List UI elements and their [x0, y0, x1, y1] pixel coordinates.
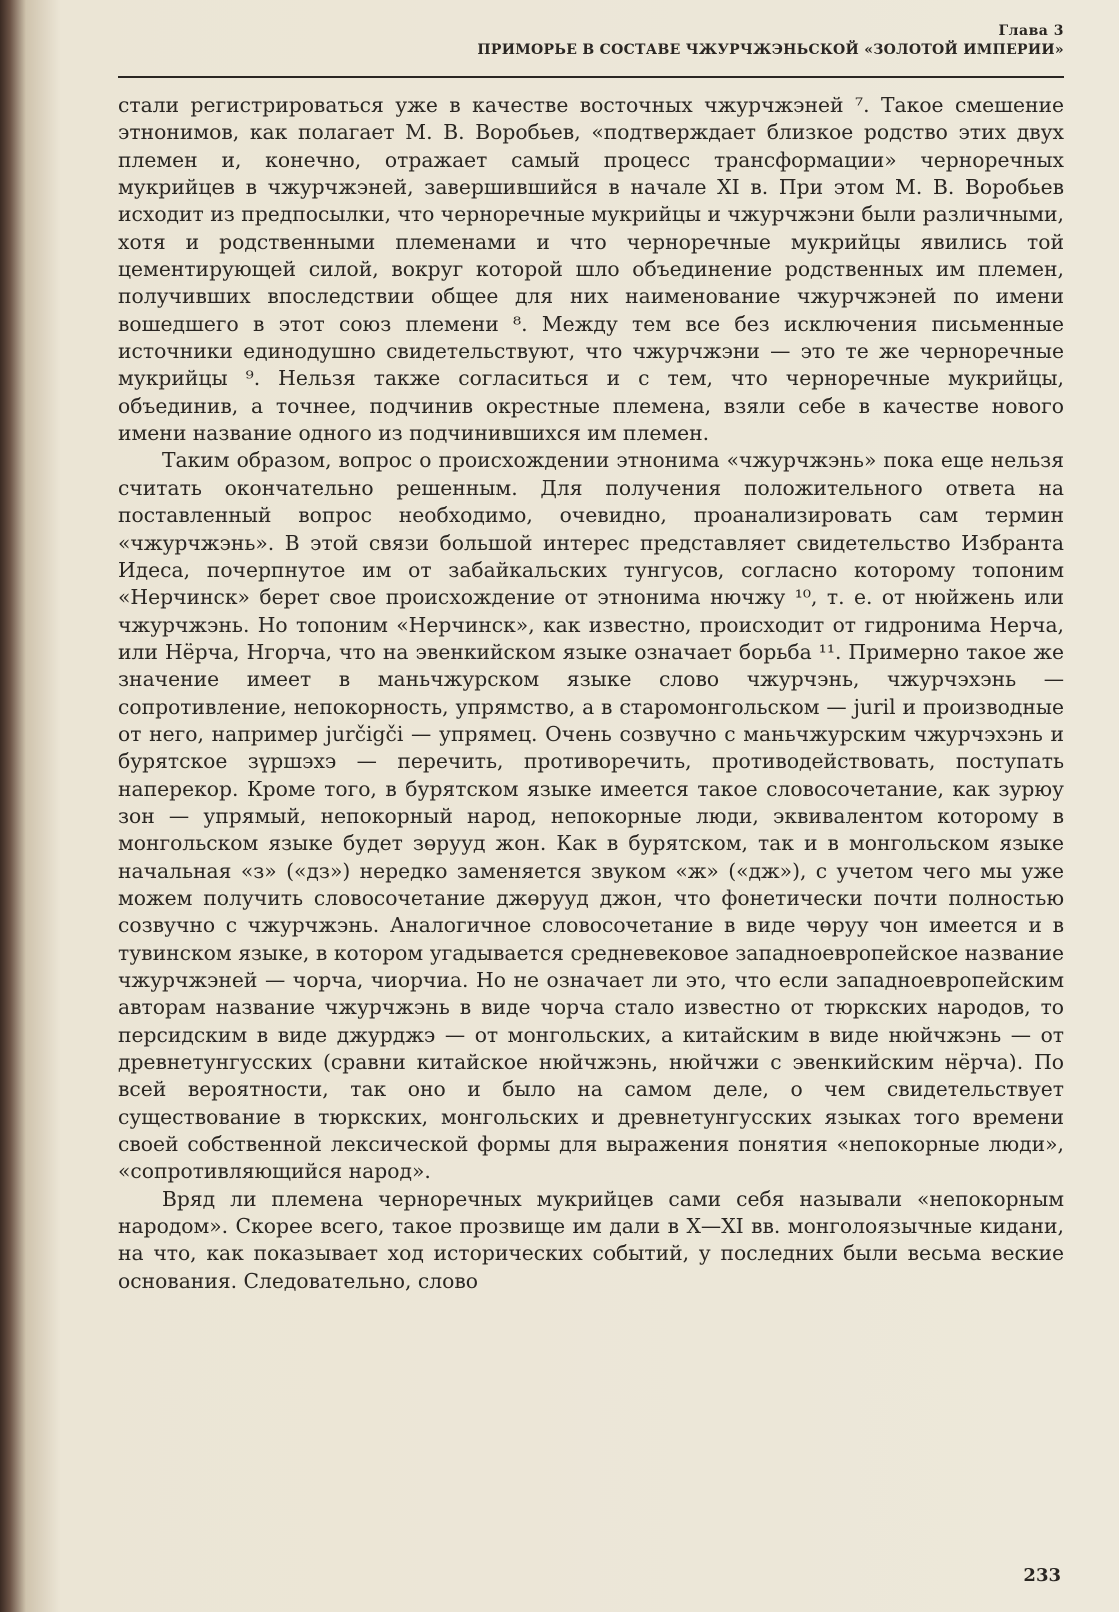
paragraph-continued: стали регистрироваться уже в качестве восточных чжурчжэней ⁷. Такое смешение этнонимов, как полагает М. В. Воробьев, «подтверждает близкое родство этих двух племен и, конечно, отражает самый процесс трансформации» черноречных мукрийцев в чжурчжэней, завершившийся в начале XI в. При этом М. В. Воробьев исходит из предпосылки, что черноречные мукрийцы и чжурчжэни были различными, хотя и родственными племенами и что черноречные мукрийцы явились той цементирующей силой, вокруг которой шло объединение родственных им племен, получивших впоследствии общее для них наименование чжурчжэней по имени вошедшего в этот союз племени ⁸. Между тем все без исключения письменные источники единодушно свидетельствуют, что чжурчжэни — это те же черноречные мукрийцы ⁹. Нельзя также согласиться и с тем, что черноречные мукрийцы, объединив, а точнее, подчинив окрестные племена, взяли себе в качестве нового имени название одного из подчинившихся им племен.	[118, 93, 1064, 446]
running-title: ПРИМОРЬЕ В СОСТАВЕ ЧЖУРЧЖЭНЬСКОЙ «ЗОЛОТОЙ ИМПЕРИИ»	[477, 42, 1064, 58]
paragraph: Таким образом, вопрос о происхождении этнонима «чжурчжэнь» пока еще нельзя считать окончательно решенным. Для получения положительного ответа на поставленный вопрос необходимо, очевидно, проанализировать сам термин «чжурчжэнь». В этой связи большой интерес представляет свидетельство Избранта Идеса, почерпнутое им от забайкальских тунгусов, согласно которому топоним «Нерчинск» берет свое происхождение от этнонима нючжу ¹⁰, т. е. от нюйжень или чжурчжэнь. Но топоним «Нерчинск», как известно, происходит от гидронима Нерча, или Нёрча, Нгорча, что на эвенкийском языке означает борьба ¹¹. Примерно такое же значение имеет в маньчжурском языке слово чжурчэнь, чжурчэхэнь — сопротивление, непокорность, упрямство, а в старомонгольском — juril и производные от него, например jurčigči — упрямец. Очень созвучно с маньчжурским чжурчэхэнь и бурятское зүршэхэ — перечить, противоречить, противодействовать, поступать наперекор. Кроме того, в бурятском языке имеется такое словосочетание, как зурюу зон — упрямый, непокорный народ, непокорные люди, эквивалентом которому в монгольском языке будет зөрууд жон. Как в бурятском, так и в монгольском языке начальная «з» («дз») нередко заменяется звуком «ж» («дж»), с учетом чего мы уже можем получить словосочетание джөрууд джон, что фонетически почти полностью созвучно с чжурчжэнь. Аналогичное словосочетание в виде чөруу чон имеется и в тувинском языке, в котором угадывается средневековое западноевропейское название чжурчжэней — чорча, чиорчиа. Но не означает ли это, что если западноевропейским авторам название чжурчжэнь в виде чорча стало известно от тюркских народов, то персидским в виде джурджэ — от монгольских, а китайским в виде нюйчжэнь — от древнетунгусских (сравни китайское нюйчжэнь, нюйчжи с эвенкийским нёрча). По всей вероятности, так оно и было на самом деле, о чем свидетельствует существование в тюркских, монгольских и древнетунгусских языках того времени своей собственной лексической формы для выражения понятия «непокорные люди», «сопротивляющийся народ».	[118, 448, 1064, 1184]
running-header	[118, 22, 1064, 60]
page-number: 233	[1023, 1565, 1061, 1586]
chapter-label: Глава 3	[998, 23, 1064, 39]
header-rule	[118, 76, 1064, 78]
paragraph: Вряд ли племена черноречных мукрийцев сами себя называли «непокорным народом». Скорее всего, такое прозвище им дали в X—XI вв. монголоязычные кидани, на что, как показывает ход исторических событий, у последних были весьма веские основания. Следовательно, слово	[118, 1186, 1064, 1293]
body-text	[118, 92, 1064, 1532]
